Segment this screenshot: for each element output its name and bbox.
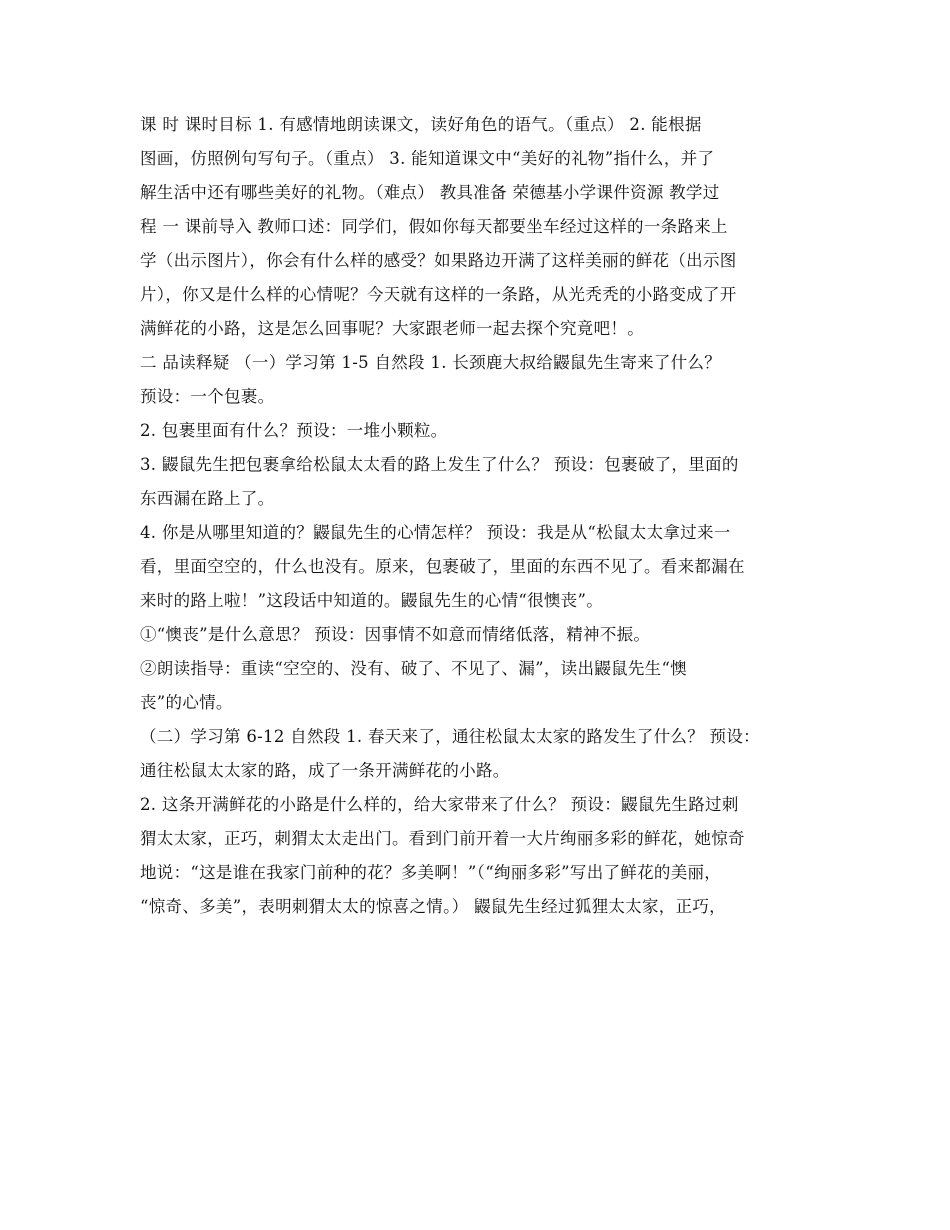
text-line: 来时的路上啦！”这段话中知道的。鼹鼠先生的心情“很懊丧”。 bbox=[140, 591, 604, 610]
text-line: 解生活中还有哪些美好的礼物。（难点） 教具准备 荣德基小学课件资源 教学过 bbox=[140, 183, 720, 202]
text-line: 东西漏在路上了。 bbox=[140, 489, 275, 508]
text-line: 2. 这条开满鲜花的小路是什么样的，给大家带来了什么？ 预设：鼹鼠先生路过刺 bbox=[140, 795, 739, 814]
text-line: （二）学习第 6-12 自然段 1. 春天来了，通往松鼠太太家的路发生了什么？ 预设： bbox=[140, 727, 760, 746]
text-line: 预设：一个包裹。 bbox=[140, 387, 275, 406]
text-line: “惊奇、多美”，表明刺猬太太的惊喜之情。） 鼹鼠先生经过狐狸太太家，正巧， bbox=[140, 897, 726, 916]
text-line: 图画，仿照例句写句子。（重点） 3. 能知道课文中“美好的礼物”指什么，并了 bbox=[140, 149, 715, 168]
text-line: 猬太太家，正巧，刺猬太太走出门。看到门前开着一大片绚丽多彩的鲜花，她惊奇 bbox=[140, 829, 745, 848]
text-line: 看，里面空空的，什么也没有。原来，包裹破了，里面的东西不见了。看来都漏在 bbox=[140, 557, 745, 576]
text-line: 程 一 课前导入 教师口述：同学们，假如你每天都要坐车经过这样的一条路来上 bbox=[140, 217, 728, 236]
text-line: ①“懊丧”是什么意思？ 预设：因事情不如意而情绪低落，精神不振。 bbox=[140, 625, 651, 644]
document-body bbox=[140, 108, 830, 924]
text-line: 片），你又是什么样的心情呢？今天就有这样的一条路，从光秃秃的小路变成了开 bbox=[140, 285, 737, 304]
text-line: 二 品读释疑 （一）学习第 1-5 自然段 1. 长颈鹿大叔给鼹鼠先生寄来了什么？ bbox=[140, 353, 722, 372]
text-line: 通往松鼠太太家的路，成了一条开满鲜花的小路。 bbox=[140, 761, 510, 780]
text-line: 满鲜花的小路，这是怎么回事呢？大家跟老师一起去探个究竟吧！。 bbox=[140, 319, 644, 338]
text-line: 课 时 课时目标 1. 有感情地朗读课文，读好角色的语气。（重点） 2. 能根据 bbox=[140, 115, 702, 134]
text-line: 3. 鼹鼠先生把包裹拿给松鼠太太看的路上发生了什么？ 预设：包裹破了，里面的 bbox=[140, 455, 739, 474]
text-line: 地说：“这是谁在我家门前种的花？多美啊！”（“绚丽多彩”写出了鲜花的美丽， bbox=[140, 863, 722, 882]
text-line: 学（出示图片），你会有什么样的感受？如果路边开满了这样美丽的鲜花（出示图 bbox=[140, 251, 737, 270]
text-line: ②朗读指导：重读“空空的、没有、破了、不见了、漏”，读出鼹鼠先生“懊 bbox=[140, 659, 688, 678]
text-line: 4. 你是从哪里知道的？鼹鼠先生的心情怎样？ 预设：我是从“松鼠太太拿过来一 bbox=[140, 523, 731, 542]
text-line: 2. 包裹里面有什么？预设：一堆小颗粒。 bbox=[140, 421, 448, 440]
text-line: 丧”的心情。 bbox=[140, 693, 233, 712]
